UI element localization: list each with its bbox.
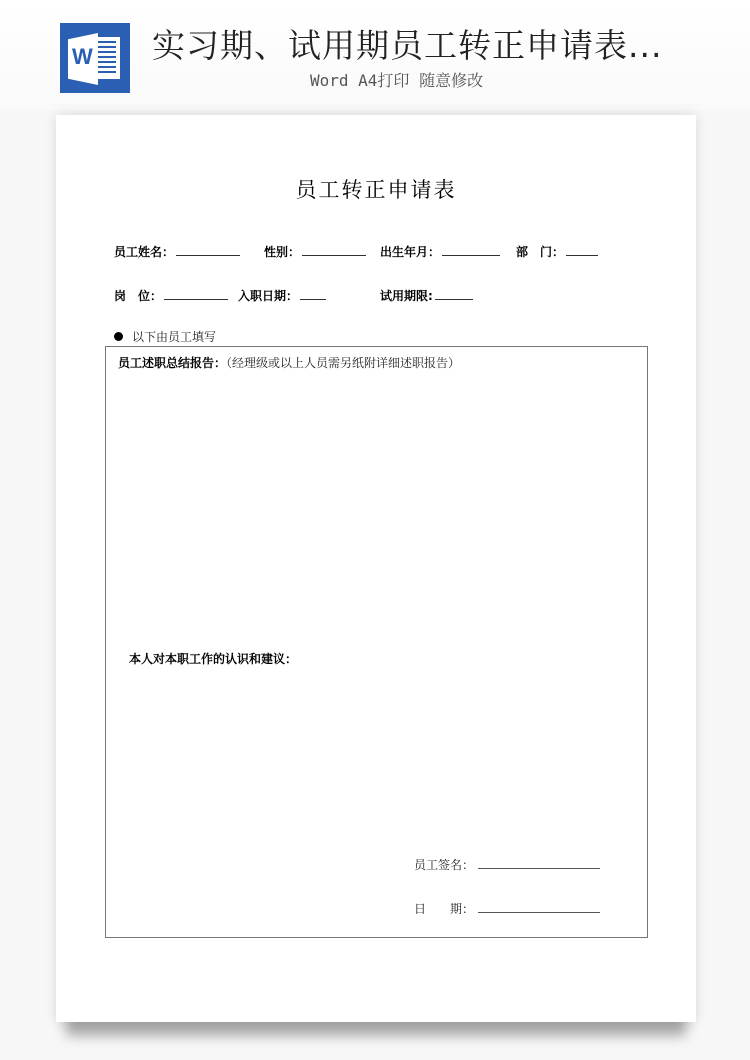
field-gender — [264, 243, 366, 260]
date-label: 日 期： — [414, 902, 475, 916]
field-birth-date — [380, 243, 500, 260]
employee-name-blank[interactable] — [176, 243, 240, 256]
word-icon-letter: W — [72, 44, 93, 69]
date-blank[interactable] — [478, 900, 600, 913]
field-label: 岗 位： — [114, 289, 163, 303]
report-heading — [118, 355, 460, 371]
probation-period-blank[interactable] — [435, 287, 473, 300]
date-row — [414, 900, 600, 917]
banner-subtitle: Word A4打印 随意修改 — [310, 71, 484, 90]
note-text: 以下由员工填写 — [132, 330, 217, 344]
department-blank[interactable] — [566, 243, 598, 256]
bullet-icon — [114, 332, 123, 341]
document-page — [56, 115, 696, 1022]
field-employee-name — [114, 243, 240, 260]
hire-date-blank[interactable] — [300, 287, 326, 300]
field-label: 出生年月： — [380, 245, 441, 259]
report-heading-hint: （经理级或以上人员需另纸附详细述职报告） — [226, 356, 461, 370]
birth-date-blank[interactable] — [442, 243, 500, 256]
banner-title: 实习期、试用期员工转正申请表... — [152, 26, 663, 65]
field-hire-date — [238, 287, 326, 304]
gender-blank[interactable] — [302, 243, 366, 256]
form-title: 员工转正申请表 — [295, 178, 457, 202]
word-icon — [60, 23, 130, 93]
field-label: 部 门： — [516, 245, 565, 259]
field-label: 性别： — [264, 245, 301, 259]
field-probation-period — [380, 287, 473, 304]
field-department — [516, 243, 598, 260]
field-label: 试用期限: — [380, 289, 433, 303]
field-label: 入职日期： — [238, 289, 299, 303]
signature-blank[interactable] — [478, 856, 600, 869]
field-label: 员工姓名： — [114, 245, 175, 259]
header-banner — [0, 0, 750, 110]
report-heading-label: 员工述职总结报告： — [118, 356, 227, 370]
signature-row — [414, 856, 600, 873]
opinion-heading: 本人对本职工作的认识和建议： — [129, 652, 298, 666]
position-blank[interactable] — [164, 287, 228, 300]
field-position — [114, 287, 228, 304]
report-box[interactable] — [105, 346, 648, 938]
signature-label: 员工签名： — [414, 858, 475, 872]
word-icon-lines — [98, 41, 116, 76]
employee-fill-note — [114, 329, 216, 345]
